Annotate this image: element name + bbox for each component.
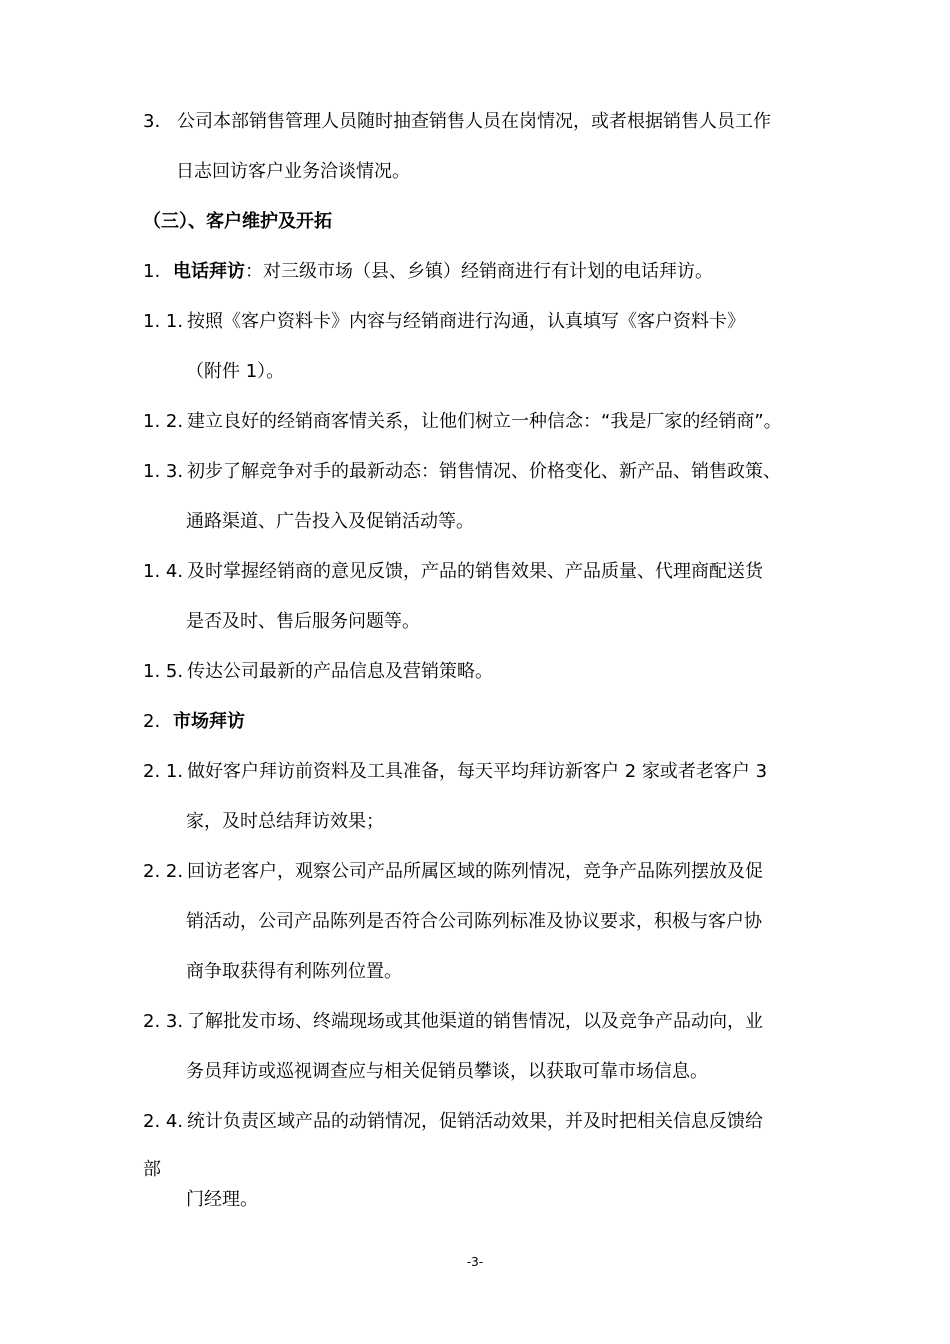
list-item <box>143 560 763 584</box>
item-text: 按照《客户资料卡》内容与经销商进行沟通，认真填写《客户资料卡》 <box>187 311 745 332</box>
item-bold-label: 市场拜访 <box>173 711 245 732</box>
continuation-line <box>186 510 474 534</box>
item-text: 家，及时总结拜访效果； <box>186 811 384 832</box>
item-text: 建立良好的经销商客情关系，让他们树立一种信念：“我是厂家的经销商”。 <box>187 411 782 432</box>
item-number: 1. 2. <box>143 411 184 432</box>
item-text: 统计负责区域产品的动销情况，促销活动效果，并及时把相关信息反馈给 <box>187 1111 763 1132</box>
item-number: 3. <box>143 111 161 132</box>
item-number: 2. <box>143 711 161 732</box>
item-text: ：对三级市场（县、乡镇）经销商进行有计划的电话拜访。 <box>245 261 713 282</box>
item-text: 通路渠道、广告投入及促销活动等。 <box>186 511 474 532</box>
continuation-line <box>176 160 410 184</box>
continuation-line <box>186 810 384 834</box>
item-text: 回访老客户，观察公司产品所属区域的陈列情况，竞争产品陈列摆放及促 <box>187 861 763 882</box>
item-text: 商争取获得有利陈列位置。 <box>186 961 402 982</box>
item-text: 传达公司最新的产品信息及营销策略。 <box>187 661 493 682</box>
continuation-line <box>186 1188 258 1212</box>
page-number: -3- <box>466 1255 484 1269</box>
item-bold-label: 电话拜访 <box>173 261 245 282</box>
item-text: （附件 1）。 <box>186 361 285 382</box>
item-text: 门经理。 <box>186 1189 258 1210</box>
continuation-line <box>186 910 762 934</box>
list-item <box>143 460 781 484</box>
item-number: 1. <box>143 261 161 282</box>
item-number: 2. 2. <box>143 861 184 882</box>
continuation-line <box>186 1060 708 1084</box>
item-text: 及时掌握经销商的意见反馈，产品的销售效果、产品质量、代理商配送货 <box>187 561 763 582</box>
item-text: 销活动，公司产品陈列是否符合公司陈列标准及协议要求，积极与客户协 <box>186 911 762 932</box>
item-number: 1. 3. <box>143 461 184 482</box>
item-number: 2. 3. <box>143 1011 184 1032</box>
list-item <box>143 1110 763 1134</box>
list-item <box>143 760 767 784</box>
item-number: 2. 1. <box>143 761 184 782</box>
item-text: 日志回访客户业务洽谈情况。 <box>176 161 410 182</box>
list-item <box>143 660 493 684</box>
item-text: 公司本部销售管理人员随时抽查销售人员在岗情况，或者根据销售人员工作 <box>177 111 771 132</box>
section-heading-text: （三）、客户维护及开拓 <box>143 211 332 232</box>
item-text: 部 <box>143 1159 161 1180</box>
continuation-line <box>186 960 402 984</box>
list-item <box>143 860 763 884</box>
list-item <box>143 310 745 334</box>
list-item <box>143 110 771 134</box>
list-item <box>143 710 245 734</box>
continuation-line <box>186 610 420 634</box>
continuation-line <box>143 1158 161 1182</box>
list-item <box>143 260 713 284</box>
continuation-line <box>186 360 284 384</box>
item-number: 2. 4. <box>143 1111 184 1132</box>
list-item <box>143 410 782 434</box>
list-item <box>143 1010 763 1034</box>
item-text: 了解批发市场、终端现场或其他渠道的销售情况，以及竞争产品动向，业 <box>187 1011 763 1032</box>
item-number: 1. 1. <box>143 311 184 332</box>
section-heading <box>143 210 332 234</box>
item-text: 初步了解竞争对手的最新动态：销售情况、价格变化、新产品、销售政策、 <box>187 461 781 482</box>
item-text: 务员拜访或巡视调查应与相关促销员攀谈，以获取可靠市场信息。 <box>186 1061 708 1082</box>
item-number: 1. 4. <box>143 561 184 582</box>
item-number: 1. 5. <box>143 661 184 682</box>
item-text: 做好客户拜访前资料及工具准备，每天平均拜访新客户 2 家或者老客户 3 <box>187 761 768 782</box>
item-text: 是否及时、售后服务问题等。 <box>186 611 420 632</box>
